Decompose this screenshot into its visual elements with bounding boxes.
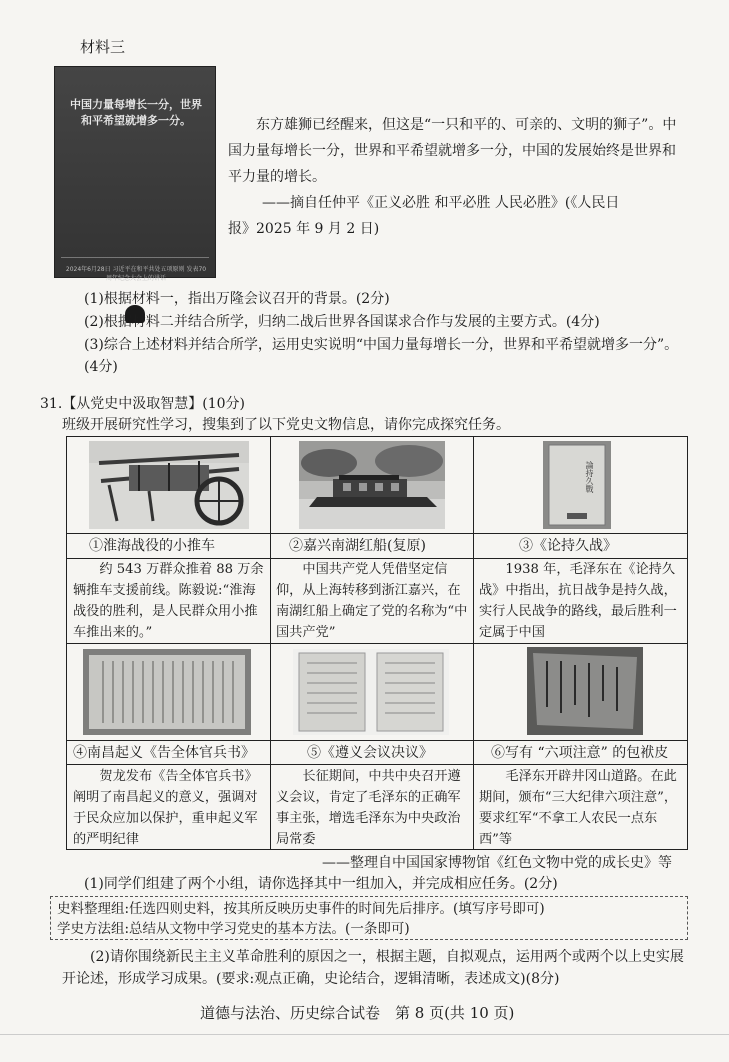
caption-3: ③《论持久战》 <box>519 538 617 554</box>
citation-line-1: ——摘自任仲平《正义必胜 和平必胜 人民必胜》(《人民日 <box>262 195 620 211</box>
task-option-1: 史料整理组:任选四则史料，按其所反映历史事件的时间先后排序。(填写序号即可) <box>57 901 545 917</box>
question-30-3: (3)综合上述材料并结合所学，运用史实说明“中国力量每增长一分，世界和平希望就增多一分”。(4分) <box>84 337 679 375</box>
task-options-box <box>50 896 688 940</box>
book-cover-image <box>54 66 216 282</box>
description-5: 长征期间，中共中央召开遵义会议，肯定了毛泽东的正确军事主张，增选毛泽东为中央政治局常委 <box>276 769 461 847</box>
question-30-1: (1)根据材料一，指出万隆会议召开的背景。(2分) <box>84 291 390 307</box>
description-1: 约 543 万群众推着 88 万余辆推车支援前线。陈毅说:“淮海战役的胜利，是人民群众用小推车推出来的。” <box>73 562 264 640</box>
book-cover-subtitle: 2024年6月28日 习近平在和平共处五项原则 发表70周年纪念大会上的讲话 <box>65 266 207 282</box>
question-31-intro: 班级开展研究性学习，搜集到了以下党史文物信息，请你完成探究任务。 <box>62 417 510 433</box>
book-cover-title: 中国力量每增长一分，世界和平希望就增多一分。 <box>70 98 202 127</box>
footer-divider <box>0 1034 729 1035</box>
table-divider <box>67 533 687 534</box>
description-4: 贺龙发布《告全体官兵书》阐明了南昌起义的意义，强调对于民众应加以保护，重申起义军的严明纪律 <box>73 769 258 847</box>
book-cover-text: 論持久戰 <box>585 461 594 493</box>
caption-4: ④南昌起义《告全体官兵书》 <box>73 745 255 761</box>
material-3-paragraph: 东方雄狮已经醒来，但这是“一只和平的、可亲的、文明的狮子”。中国力量每增长一分，世界和平希望就增多一分，中国的发展始终是世界和平力量的增长。 <box>228 117 677 185</box>
question-30-2: (2)根据材料二并结合所学，归纳二战后世界各国谋求合作与发展的主要方式。(4分) <box>84 314 600 330</box>
caption-5: ⑤《遵义会议决议》 <box>307 745 433 761</box>
description-2: 中国共产党人凭借坚定信仰，从上海转移到浙江嘉兴，在南湖红船上确定了党的名称为“中国共产党” <box>276 562 468 640</box>
description-6: 毛泽东开辟井冈山道路。在此期间，颁布“三大纪律六项注意”，要求红军“不拿工人农民一点东西”等 <box>479 769 678 847</box>
table-divider <box>67 764 687 765</box>
question-31-heading: 31.【从党史中汲取智慧】(10分) <box>40 396 246 412</box>
description-3: 1938 年，毛泽东在《论持久战》中指出，抗日战争是持久战，实行人民战争的路线，最后胜利一定属于中国 <box>479 562 677 640</box>
material-3-label: 材料三 <box>80 38 126 56</box>
cloth-wrapper-photo <box>527 647 643 735</box>
question-31-1: (1)同学们组建了两个小组，请你选择其中一组加入，并完成相应任务。(2分) <box>84 876 558 892</box>
wheelbarrow-photo <box>89 441 249 529</box>
caption-6: ⑥写有 “六项注意” 的包袱皮 <box>491 745 669 761</box>
caption-2: ②嘉兴南湖红船(复原) <box>289 538 426 554</box>
red-boat-photo <box>299 441 445 529</box>
material-3-citation <box>228 190 686 242</box>
page-footer: 道德与法治、历史综合试卷 第 8 页(共 10 页) <box>200 1004 515 1022</box>
table-divider <box>67 643 687 644</box>
table-divider <box>67 740 687 741</box>
citation-line-2: 报》2025 年 9 月 2 日) <box>228 221 380 237</box>
artifact-table <box>66 436 688 850</box>
caption-1: ①淮海战役的小推车 <box>89 538 215 554</box>
nanchang-letter-photo <box>83 649 251 735</box>
book-cover-divider <box>61 257 209 258</box>
zunyi-resolution-photo <box>293 649 449 735</box>
question-31-2: (2)请你围绕新民主主义革命胜利的原因之一，根据主题，自拟观点，运用两个或两个以上史实展开论述，形成学习成果。(要求:观点正确，史论结合，逻辑清晰，表述成文)(8分) <box>62 949 684 987</box>
source-note: ——整理自中国国家博物馆《红色文物中党的成长史》等 <box>322 855 672 871</box>
task-option-2: 学史方法组:总结从文物中学习党史的基本方法。(一条即可) <box>57 921 410 937</box>
